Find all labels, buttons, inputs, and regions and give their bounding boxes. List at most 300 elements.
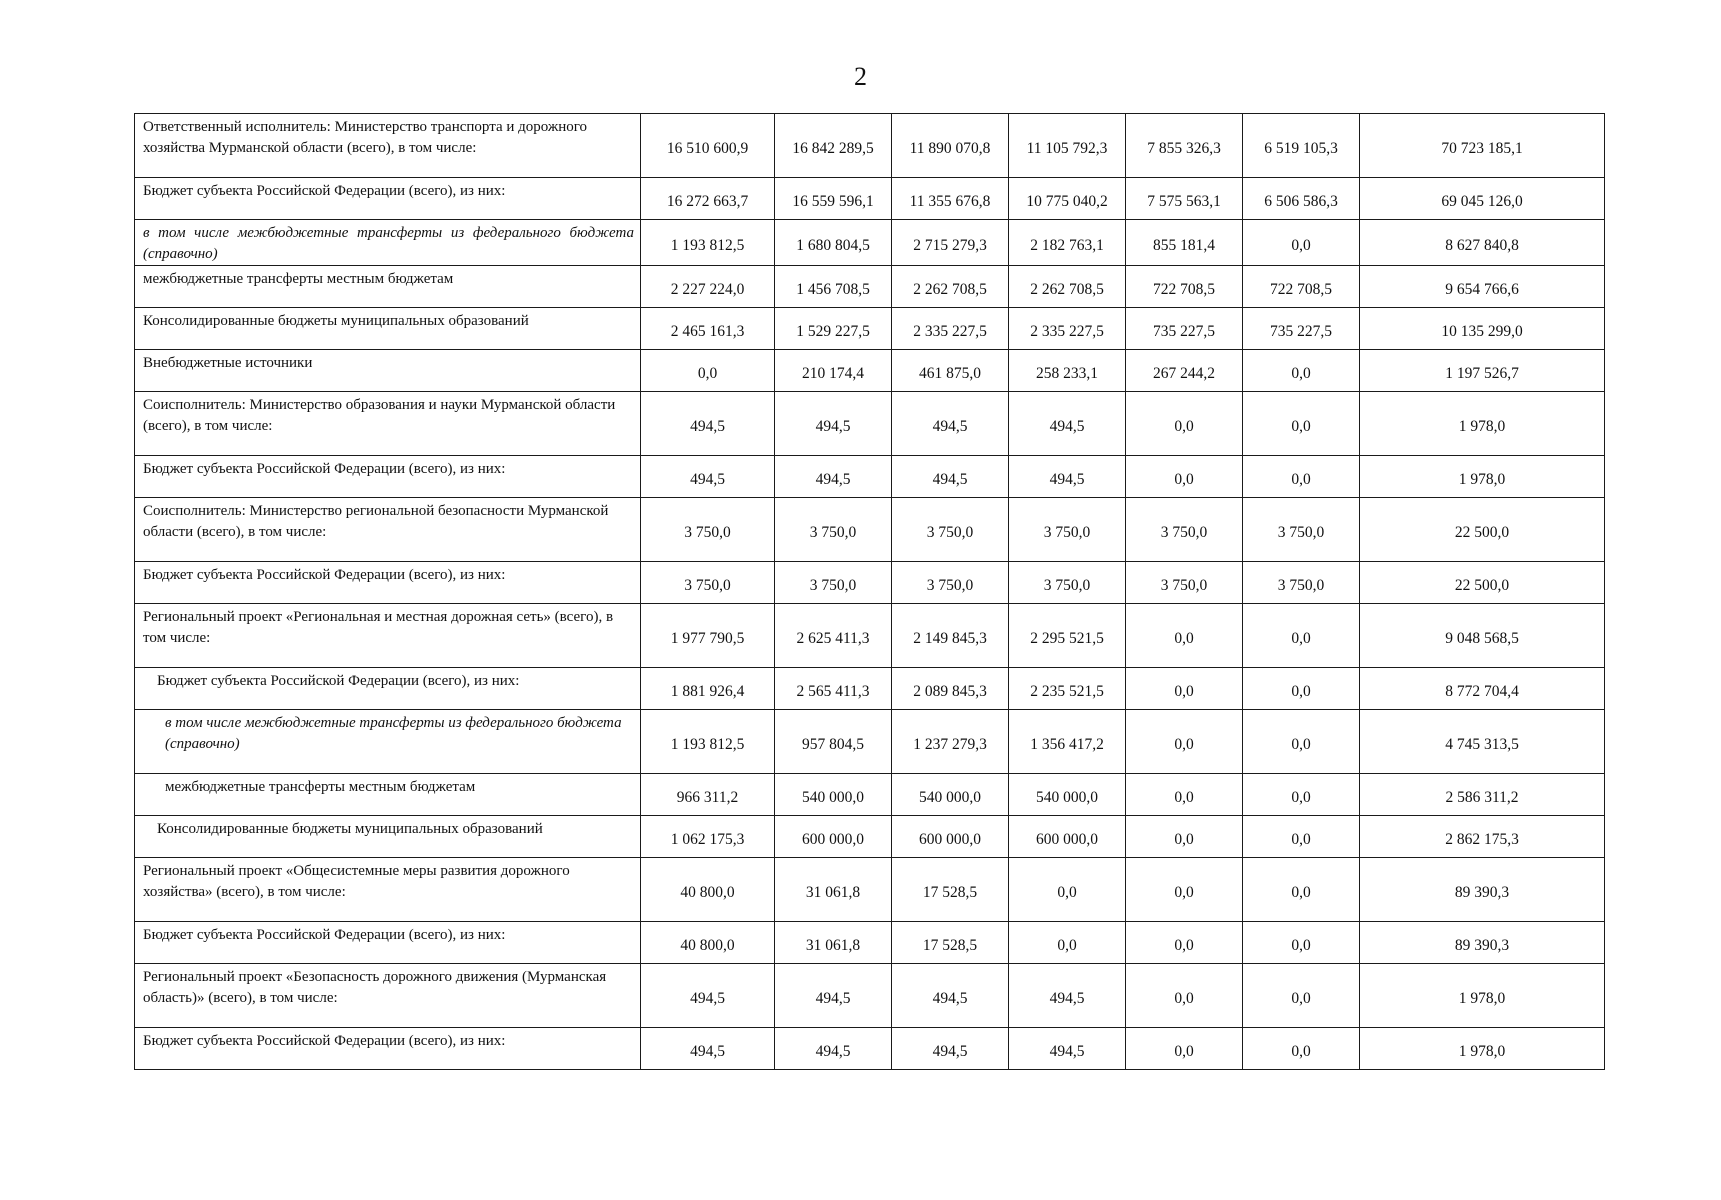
value-cell-col-2021 [892,668,1009,710]
value-cell-col-2023 [1126,220,1243,266]
value-text: 0,0 [1174,936,1194,954]
value-text: 735 227,5 [1153,322,1215,340]
row-label: Ответственный исполнитель: Министерство транспорта и дорожного хозяйства Мурманской области (всего), в том числе: [135,114,641,178]
value-text: 3 750,0 [1160,523,1208,541]
value-cell-col-2021 [892,858,1009,922]
value-text: 0,0 [1174,989,1194,1007]
table-row [135,858,1605,922]
value-cell-col-total [1360,858,1605,922]
value-cell-col-2020 [775,114,892,178]
value-text: 210 174,4 [802,364,864,382]
value-cell-col-2019 [641,774,775,816]
value-cell-col-2020 [775,220,892,266]
value-text: 89 390,3 [1454,936,1510,954]
value-text: 0,0 [697,364,718,382]
row-label: Региональный проект «Региональная и местная дорожная сеть» (всего), в том числе: [135,604,641,668]
value-text: 16 842 289,5 [792,139,874,157]
value-cell-col-2024 [1243,266,1360,308]
value-cell-col-2021 [892,266,1009,308]
row-label: Консолидированные бюджеты муниципальных образований [135,816,641,858]
value-cell-col-2023 [1126,308,1243,350]
value-text: 3 750,0 [684,576,731,594]
value-text: 0,0 [1291,470,1311,488]
value-text: 600 000,0 [1036,830,1098,848]
value-text: 0,0 [1174,682,1194,700]
value-cell-col-2019 [641,456,775,498]
value-cell-col-2021 [892,774,1009,816]
value-text: 17 528,5 [922,883,978,901]
value-text: 6 506 586,3 [1264,192,1338,210]
value-text: 2 465 161,3 [670,322,745,340]
value-text: 1 356 417,2 [1030,735,1104,753]
value-text: 3 750,0 [1043,576,1091,594]
value-text: 722 708,5 [1153,280,1215,298]
table-row [135,604,1605,668]
value-text: 10 775 040,2 [1026,192,1108,210]
value-cell-col-2023 [1126,498,1243,562]
value-cell-col-2024 [1243,498,1360,562]
table-row [135,220,1605,266]
value-text: 16 510 600,9 [666,139,749,157]
value-text: 9 654 766,6 [1445,280,1519,298]
value-cell-col-2021 [892,964,1009,1028]
value-cell-col-2024 [1243,114,1360,178]
value-cell-col-2021 [892,178,1009,220]
value-cell-col-2019 [641,604,775,668]
value-text: 2 862 175,3 [1445,830,1519,848]
value-text: 0,0 [1057,936,1077,954]
value-cell-col-2022 [1009,178,1126,220]
value-cell-col-2024 [1243,668,1360,710]
row-label: межбюджетные трансферты местным бюджетам [135,774,641,816]
value-cell-col-2021 [892,114,1009,178]
value-text: 3 750,0 [926,523,974,541]
value-cell-col-2019 [641,922,775,964]
value-cell-col-2022 [1009,710,1126,774]
value-cell-col-total [1360,392,1605,456]
value-cell-col-2021 [892,456,1009,498]
value-text: 0,0 [1174,629,1194,647]
value-cell-col-2024 [1243,178,1360,220]
value-cell-col-2022 [1009,220,1126,266]
value-text: 2 565 411,3 [796,682,870,700]
table-row [135,456,1605,498]
value-text: 855 181,4 [1153,236,1215,254]
value-text: 2 262 708,5 [1030,280,1104,298]
value-cell-col-total [1360,178,1605,220]
value-text: 494,5 [932,1042,968,1060]
value-cell-col-2024 [1243,710,1360,774]
value-cell-col-total [1360,562,1605,604]
table-row [135,922,1605,964]
value-text: 10 135 299,0 [1441,322,1523,340]
value-text: 0,0 [1174,1042,1194,1060]
value-cell-col-2024 [1243,308,1360,350]
value-text: 1 062 175,3 [670,830,745,848]
value-cell-col-2024 [1243,964,1360,1028]
value-cell-col-total [1360,1028,1605,1070]
value-text: 7 855 326,3 [1147,139,1221,157]
value-text: 0,0 [1291,236,1311,254]
value-cell-col-2023 [1126,964,1243,1028]
value-cell-col-2019 [641,858,775,922]
value-cell-col-total [1360,266,1605,308]
value-cell-col-2021 [892,922,1009,964]
value-text: 11 105 792,3 [1026,139,1108,157]
row-label: в том числе межбюджетные трансферты из федерального бюджета (справочно) [135,220,641,266]
value-text: 2 586 311,2 [1445,788,1519,806]
value-cell-col-2021 [892,498,1009,562]
value-text: 3 750,0 [1160,576,1208,594]
value-text: 461 875,0 [919,364,981,382]
value-text: 2 227 224,0 [670,280,745,298]
row-label: Соисполнитель: Министерство образования и науки Мурманской области (всего), в том числе: [135,392,641,456]
value-text: 0,0 [1174,417,1194,435]
value-text: 966 311,2 [676,788,739,806]
value-cell-col-2020 [775,774,892,816]
value-cell-col-2023 [1126,858,1243,922]
value-text: 0,0 [1174,883,1194,901]
value-text: 0,0 [1291,417,1311,435]
value-cell-col-2024 [1243,220,1360,266]
table-row [135,308,1605,350]
row-label: Бюджет субъекта Российской Федерации (всего), из них: [135,668,641,710]
value-text: 22 500,0 [1454,576,1510,594]
value-cell-col-2024 [1243,392,1360,456]
value-text: 9 048 568,5 [1445,629,1519,647]
value-text: 22 500,0 [1454,523,1510,541]
value-cell-col-2019 [641,178,775,220]
value-text: 31 061,8 [805,883,861,901]
value-text: 3 750,0 [684,523,731,541]
value-cell-col-2021 [892,710,1009,774]
value-cell-col-2019 [641,114,775,178]
value-text: 40 800,0 [680,936,735,954]
value-cell-col-2021 [892,562,1009,604]
value-cell-col-2022 [1009,350,1126,392]
value-cell-col-2023 [1126,710,1243,774]
value-text: 3 750,0 [809,523,857,541]
value-text: 1 529 227,5 [796,322,870,340]
value-text: 494,5 [1049,1042,1085,1060]
value-cell-col-total [1360,220,1605,266]
value-text: 0,0 [1291,989,1311,1007]
value-cell-col-2023 [1126,392,1243,456]
table-row [135,266,1605,308]
value-text: 2 715 279,3 [913,236,987,254]
table-row [135,178,1605,220]
value-cell-col-2019 [641,1028,775,1070]
row-label: Бюджет субъекта Российской Федерации (всего), из них: [135,456,641,498]
value-cell-col-2024 [1243,922,1360,964]
value-cell-col-2020 [775,498,892,562]
value-text: 40 800,0 [680,883,735,901]
value-text: 1 456 708,5 [796,280,870,298]
value-cell-col-2019 [641,964,775,1028]
value-cell-col-2024 [1243,816,1360,858]
value-cell-col-2020 [775,964,892,1028]
value-text: 1 680 804,5 [796,236,870,254]
value-text: 1 978,0 [1458,470,1506,488]
value-cell-col-2022 [1009,668,1126,710]
table-row [135,710,1605,774]
value-cell-col-total [1360,668,1605,710]
value-text: 2 625 411,3 [796,629,870,647]
value-text: 3 750,0 [809,576,857,594]
value-cell-col-2023 [1126,774,1243,816]
value-cell-col-2019 [641,498,775,562]
value-cell-col-2019 [641,350,775,392]
value-cell-col-total [1360,816,1605,858]
value-cell-col-2020 [775,266,892,308]
value-text: 4 745 313,5 [1445,735,1519,753]
table-row [135,392,1605,456]
row-label: Бюджет субъекта Российской Федерации (всего), из них: [135,178,641,220]
row-label: Региональный проект «Общесистемные меры развития дорожного хозяйства» (всего), в том числе: [135,858,641,922]
table-body [135,114,1605,1070]
value-cell-col-2019 [641,220,775,266]
value-cell-col-2023 [1126,1028,1243,1070]
value-text: 722 708,5 [1270,280,1332,298]
value-cell-col-2020 [775,816,892,858]
value-text: 540 000,0 [1036,788,1098,806]
row-label: Внебюджетные источники [135,350,641,392]
table-row [135,114,1605,178]
row-label: Региональный проект «Безопасность дорожного движения (Мурманская область)» (всего), в том числе: [135,964,641,1028]
value-text: 1 193 812,5 [670,236,745,254]
value-cell-col-2020 [775,604,892,668]
value-cell-col-2020 [775,456,892,498]
value-text: 3 750,0 [1277,523,1325,541]
budget-table [134,113,1605,1070]
value-cell-col-2022 [1009,858,1126,922]
value-cell-col-2021 [892,1028,1009,1070]
value-cell-col-2024 [1243,1028,1360,1070]
value-cell-col-2019 [641,308,775,350]
value-text: 0,0 [1291,735,1311,753]
value-cell-col-2020 [775,308,892,350]
value-text: 0,0 [1291,788,1311,806]
value-text: 8 772 704,4 [1445,682,1519,700]
value-text: 3 750,0 [926,576,974,594]
value-cell-col-2023 [1126,668,1243,710]
value-text: 1 978,0 [1458,1042,1506,1060]
value-cell-col-2020 [775,178,892,220]
value-text: 0,0 [1174,470,1194,488]
value-text: 3 750,0 [1277,576,1325,594]
value-text: 2 182 763,1 [1030,236,1104,254]
value-cell-col-2020 [775,350,892,392]
value-text: 1 237 279,3 [913,735,987,753]
value-text: 1 197 526,7 [1445,364,1519,382]
value-text: 0,0 [1057,883,1077,901]
value-text: 494,5 [1049,470,1085,488]
value-text: 0,0 [1291,1042,1311,1060]
value-cell-col-2022 [1009,922,1126,964]
value-text: 1 881 926,4 [670,682,745,700]
value-cell-col-total [1360,350,1605,392]
value-text: 0,0 [1291,883,1311,901]
value-cell-col-2021 [892,816,1009,858]
value-cell-col-2020 [775,922,892,964]
value-text: 494,5 [932,470,968,488]
value-text: 494,5 [815,470,851,488]
row-label: Бюджет субъекта Российской Федерации (всего), из них: [135,922,641,964]
value-cell-col-2022 [1009,964,1126,1028]
value-cell-col-total [1360,922,1605,964]
value-cell-col-total [1360,308,1605,350]
value-cell-col-2019 [641,816,775,858]
value-text: 0,0 [1174,788,1194,806]
table-row [135,498,1605,562]
value-text: 494,5 [690,989,725,1007]
value-cell-col-2020 [775,668,892,710]
value-cell-col-total [1360,114,1605,178]
value-text: 494,5 [1049,417,1085,435]
value-text: 0,0 [1291,936,1311,954]
value-cell-col-2022 [1009,816,1126,858]
row-label: Консолидированные бюджеты муниципальных образований [135,308,641,350]
value-text: 0,0 [1174,735,1194,753]
value-text: 1 978,0 [1458,989,1506,1007]
value-text: 494,5 [690,417,725,435]
value-text: 735 227,5 [1270,322,1332,340]
value-cell-col-2019 [641,668,775,710]
value-cell-col-2019 [641,562,775,604]
value-cell-col-2024 [1243,456,1360,498]
value-cell-col-total [1360,774,1605,816]
value-cell-col-2022 [1009,308,1126,350]
value-cell-col-2020 [775,1028,892,1070]
page-number: 2 [854,62,867,91]
value-text: 494,5 [932,417,968,435]
value-text: 7 575 563,1 [1147,192,1221,210]
row-label: Бюджет субъекта Российской Федерации (всего), из них: [135,562,641,604]
value-text: 494,5 [690,1042,725,1060]
row-label: Соисполнитель: Министерство региональной безопасности Мурманской области (всего), в том числе: [135,498,641,562]
value-text: 2 089 845,3 [913,682,987,700]
value-text: 2 335 227,5 [1030,322,1104,340]
value-cell-col-2022 [1009,498,1126,562]
value-cell-col-2022 [1009,266,1126,308]
value-text: 0,0 [1291,364,1311,382]
value-text: 69 045 126,0 [1441,192,1523,210]
value-cell-col-2022 [1009,604,1126,668]
value-text: 540 000,0 [802,788,864,806]
value-cell-col-2023 [1126,350,1243,392]
value-text: 957 804,5 [802,735,864,753]
value-cell-col-2023 [1126,266,1243,308]
value-text: 494,5 [932,989,968,1007]
value-text: 6 519 105,3 [1264,139,1338,157]
table-row [135,964,1605,1028]
value-cell-col-2021 [892,604,1009,668]
table-row [135,1028,1605,1070]
value-cell-col-total [1360,964,1605,1028]
value-text: 494,5 [815,989,851,1007]
table-row [135,774,1605,816]
value-cell-col-2022 [1009,562,1126,604]
value-cell-col-2023 [1126,562,1243,604]
value-cell-col-2024 [1243,562,1360,604]
value-cell-col-2022 [1009,114,1126,178]
value-cell-col-2023 [1126,114,1243,178]
table-row [135,350,1605,392]
value-text: 16 559 596,1 [792,192,874,210]
value-cell-col-2023 [1126,922,1243,964]
value-cell-col-2019 [641,392,775,456]
value-text: 1 977 790,5 [670,629,745,647]
value-text: 0,0 [1291,629,1311,647]
value-text: 16 272 663,7 [666,192,749,210]
value-cell-col-2024 [1243,604,1360,668]
table-row [135,816,1605,858]
value-cell-col-2020 [775,392,892,456]
value-cell-col-2022 [1009,1028,1126,1070]
value-cell-col-total [1360,604,1605,668]
value-text: 494,5 [815,417,851,435]
value-text: 31 061,8 [805,936,861,954]
value-cell-col-2023 [1126,816,1243,858]
value-cell-col-total [1360,498,1605,562]
value-text: 89 390,3 [1454,883,1510,901]
value-text: 70 723 185,1 [1441,139,1523,157]
value-cell-col-total [1360,710,1605,774]
value-text: 0,0 [1291,682,1311,700]
value-cell-col-2020 [775,710,892,774]
value-text: 8 627 840,8 [1445,236,1519,254]
row-label: в том числе межбюджетные трансферты из федерального бюджета (справочно) [135,710,641,774]
value-cell-col-2021 [892,220,1009,266]
value-cell-col-2023 [1126,456,1243,498]
value-cell-col-2022 [1009,392,1126,456]
value-cell-col-2023 [1126,604,1243,668]
value-text: 267 244,2 [1153,364,1215,382]
value-text: 494,5 [1049,989,1085,1007]
value-cell-col-total [1360,456,1605,498]
table-row [135,668,1605,710]
value-text: 600 000,0 [802,830,864,848]
value-cell-col-2024 [1243,350,1360,392]
value-text: 600 000,0 [919,830,981,848]
value-text: 540 000,0 [919,788,981,806]
value-text: 0,0 [1291,830,1311,848]
value-cell-col-2021 [892,392,1009,456]
row-label: Бюджет субъекта Российской Федерации (всего), из них: [135,1028,641,1070]
value-text: 2 262 708,5 [913,280,987,298]
table-row [135,562,1605,604]
value-cell-col-2021 [892,350,1009,392]
value-text: 0,0 [1174,830,1194,848]
value-text: 2 235 521,5 [1030,682,1104,700]
value-cell-col-2019 [641,710,775,774]
value-text: 11 890 070,8 [909,139,991,157]
value-text: 1 193 812,5 [670,735,745,753]
value-cell-col-2022 [1009,774,1126,816]
value-text: 258 233,1 [1036,364,1098,382]
value-cell-col-2022 [1009,456,1126,498]
value-cell-col-2020 [775,858,892,922]
value-cell-col-2023 [1126,178,1243,220]
value-text: 2 335 227,5 [913,322,987,340]
value-text: 494,5 [690,470,725,488]
value-text: 2 149 845,3 [913,629,987,647]
value-cell-col-2020 [775,562,892,604]
value-cell-col-2019 [641,266,775,308]
value-text: 494,5 [815,1042,851,1060]
value-text: 3 750,0 [1043,523,1091,541]
value-cell-col-2021 [892,308,1009,350]
